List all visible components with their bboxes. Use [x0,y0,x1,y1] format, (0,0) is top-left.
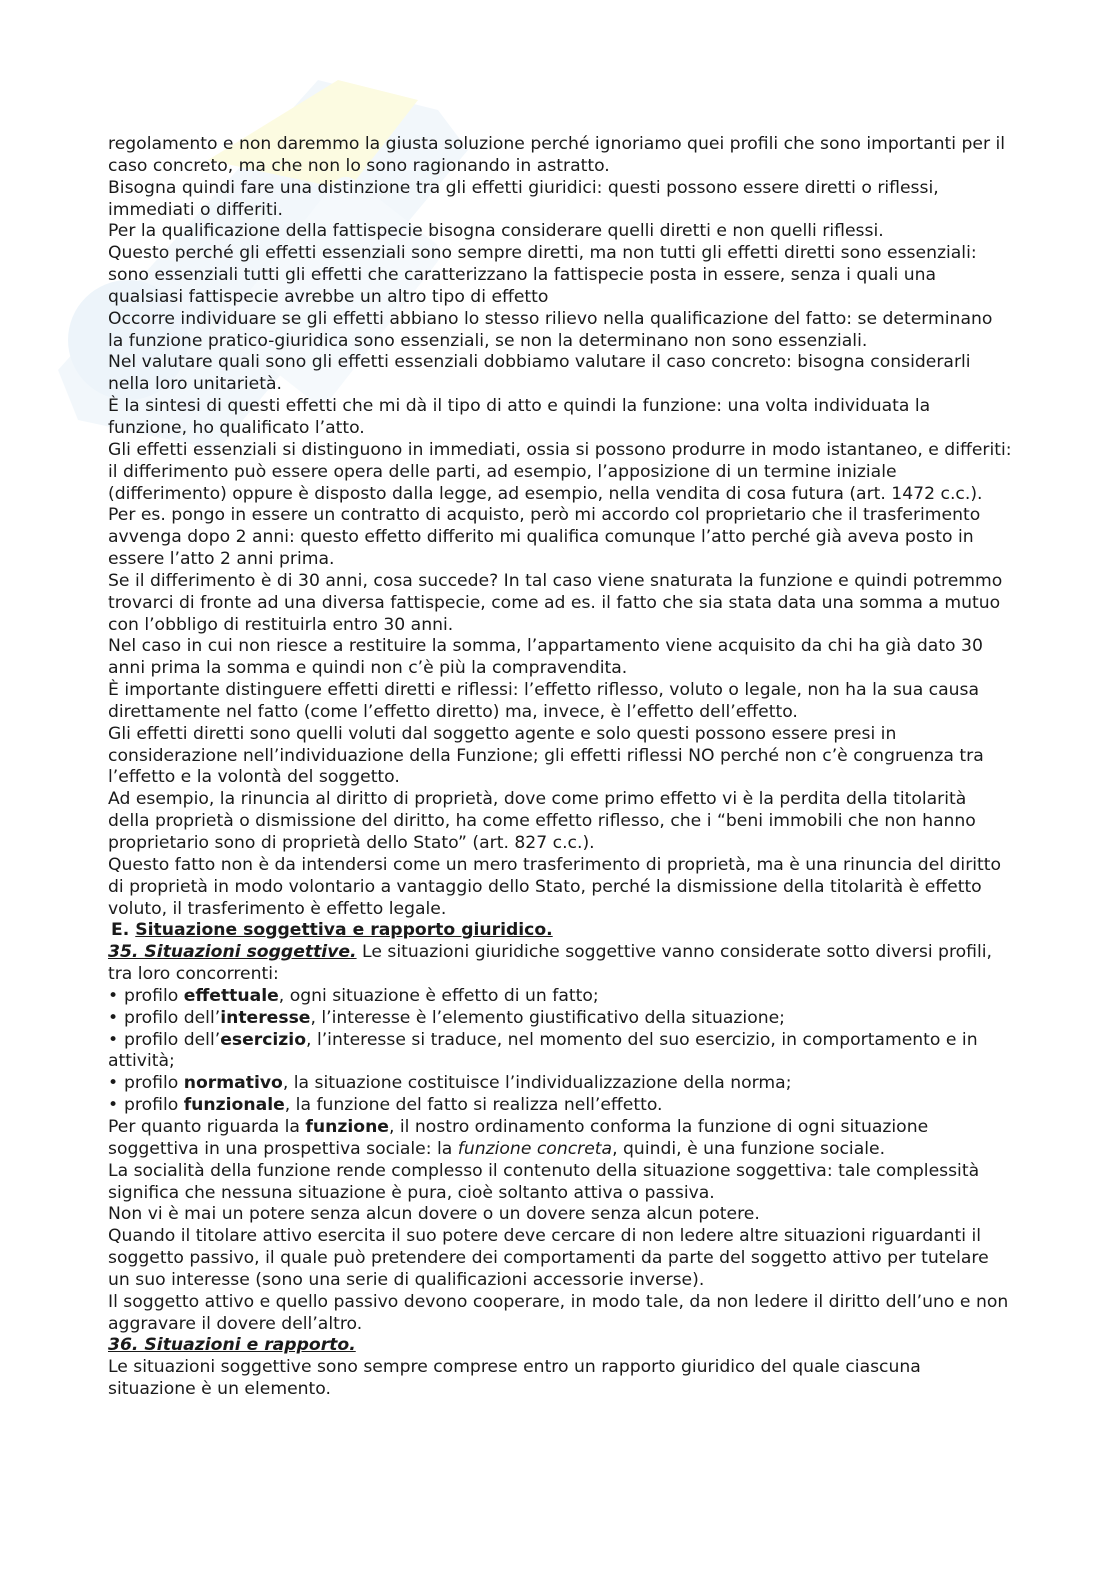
list-item-prefix: profilo [124,1095,184,1116]
bullet-icon: • [108,1073,119,1094]
paragraph: Non vi è mai un potere senza alcun dovere o un dovere senza alcun potere. [108,1204,760,1225]
list-item-text: , la situazione costituisce l’individualizzazione della norma; [282,1073,792,1094]
paragraph [108,942,1013,986]
paragraph: Gli effetti diretti sono quelli voluti dal soggetto agente e solo questi possono essere presi in considerazione nell’individuazione della Funzione; gli effetti riflessi NO perché non c’è congruenza tra l’effetto e la volontà del soggetto. [108,723,984,788]
paragraph [108,1117,1013,1161]
list-item-term: effettuale [183,985,279,1006]
paragraph: Bisogna quindi fare una distinzione tra gli effetti giuridici: questi possono essere diretti o riflessi, immediati o differiti. [108,177,939,220]
bold-term: funzione [305,1116,389,1137]
bullet-icon: • [108,985,119,1006]
paragraph: Nel caso in cui non riesce a restituire la somma, l’appartamento viene acquisito da chi ha già dato 30 anni prima la somma e quindi non c’è più la compravendita. [108,636,983,679]
document-body [108,134,1013,1401]
list-item-text: , l’interesse si traduce, nel momento del suo esercizio, in comportamento e in attività; [108,1029,978,1072]
paragraph: Per la qualificazione della fattispecie bisogna considerare quelli diretti e non quelli riflessi. [108,221,884,242]
text-run: Per quanto riguarda la [108,1116,306,1137]
list-item-prefix: profilo [124,985,184,1006]
paragraph: Per es. pongo in essere un contratto di acquisto, però mi accordo col proprietario che il trasferimento avvenga dopo 2 anni: questo effetto differito mi qualifica comunque l’atto perché già aveva posto in essere l’atto 2 anni prima. [108,505,981,570]
subsection-heading-36: 36. Situazioni e rapporto. [108,1335,356,1356]
list-item-term: normativo [183,1073,283,1094]
subsection-lead-text: Le situazioni giuridiche soggettive vanno considerate sotto diversi profili, tra loro concorrenti: [108,942,993,985]
bullet-icon: • [108,1029,119,1050]
paragraph [108,1335,1013,1357]
paragraph: Questo fatto non è da intendersi come un mero trasferimento di proprietà, ma è una rinuncia del diritto di proprietà in modo volontario a vantaggio dello Stato, perché la dismissione della titolarità è effetto voluto, il trasferimento è effetto legale. [108,854,1002,919]
paragraph: È importante distinguere effetti diretti e riflessi: l’effetto riflesso, voluto o legale, non ha la sua causa direttamente nel fatto (come l’effetto diretto) ma, invece, è l’effetto dell’effetto. [108,680,980,722]
paragraph: regolamento e non daremmo la giusta soluzione perché ignoriamo quei profili che sono importanti per il caso concreto, ma che non lo sono ragionando in astratto. [108,134,1006,176]
list-item-term: esercizio [220,1029,307,1050]
section-36 [108,1335,1013,1401]
list-item-text: , l’interesse è l’elemento giustificativo della situazione; [310,1007,785,1028]
list-item [108,1030,1013,1074]
paragraph: La socialità della funzione rende complesso il contenuto della situazione soggettiva: tale complessità significa che nessuna situazione è pura, cioè soltanto attiva o passiva. [108,1160,980,1203]
list-item [108,1008,1013,1030]
paragraph: Il soggetto attivo e quello passivo devono cooperare, in modo tale, da non ledere il diritto dell’uno e non aggravare il dovere dell’altro. [108,1291,1009,1334]
bullet-icon: • [108,1007,119,1028]
paragraph: Nel valutare quali sono gli effetti essenziali dobbiamo valutare il caso concreto: bisogna considerarli nella loro unitarietà. [108,352,971,395]
list-item-term: funzionale [183,1095,285,1116]
intro-section [108,134,1013,920]
list-item-text: , la funzione del fatto si realizza nell’effetto. [284,1095,663,1116]
section-heading-e [108,920,1013,942]
text-run: , il nostro ordinamento conforma la funzione di ogni situazione soggettiva in una prospettiva sociale: la [108,1116,929,1159]
text-run: , quindi, è una funzione sociale. [612,1138,886,1159]
paragraph: È la sintesi di questi effetti che mi dà il tipo di atto e quindi la funzione: una volta individuata la funzione, ho qualificato l’atto. [108,396,931,438]
list-item-term: interesse [220,1007,311,1028]
list-item [108,1095,1013,1117]
paragraph: Occorre individuare se gli effetti abbiano lo stesso rilievo nella qualificazione del fatto: se determinano la funzione pratico-giuridica sono essenziali, se non la determinano non sono essenziali. [108,308,993,351]
paragraph: Le situazioni soggettive sono sempre comprese entro un rapporto giuridico del quale ciascuna situazione è un elemento. [108,1357,921,1400]
list-item [108,1073,1013,1095]
list-item-prefix: profilo dell’ [124,1007,221,1028]
profile-list [108,986,1013,1117]
list-item-text: , ogni situazione è effetto di un fatto; [278,985,599,1006]
italic-term: funzione concreta [457,1138,613,1159]
paragraph: Se il differimento è di 30 anni, cosa succede? In tal caso viene snaturata la funzione e quindi potremmo trovarci di fronte ad una diversa fattispecie, come ad es. il fatto che sia stata data una somma a mutuo con l’obbligo di restituirla entro 30 anni. [108,570,1003,635]
paragraph: Questo perché gli effetti essenziali sono sempre diretti, ma non tutti gli effetti diretti sono essenziali: sono essenziali tutti gli effetti che caratterizzano la fattispecie posta in essere, senza i quali una qualsiasi fattispecie avrebbe un altro tipo di effetto [108,243,977,307]
section-title: Situazione soggettiva e rapporto giuridico. [135,920,553,941]
paragraph: Gli effetti essenziali si distinguono in immediati, ossia si possono produrre in modo istantaneo, e differiti: il differimento può essere opera delle parti, ad esempio, l’apposizione di un termine iniziale (differimento) oppure è disposto dalla legge, ad esempio, nella vendita di cosa futura (art. 1472 c.c.). [108,439,1012,504]
list-item-prefix: profilo dell’ [124,1029,221,1050]
bullet-icon: • [108,1095,119,1116]
paragraph: Quando il titolare attivo esercita il suo potere deve cercare di non ledere altre situazioni riguardanti il soggetto passivo, il quale può pretendere dei comportamenti da parte del soggetto attivo per tutelare un suo interesse (sono una serie di qualificazioni accessorie inverse). [108,1226,989,1290]
section-35 [108,942,1013,1335]
list-item-prefix: profilo [124,1073,184,1094]
section-letter: E. [111,920,130,941]
paragraph: Ad esempio, la rinuncia al diritto di proprietà, dove come primo effetto vi è la perdita della titolarità della proprietà o dismissione del diritto, ha come effetto riflesso, che i “beni immobili che non hanno proprietario sono di proprietà dello Stato” (art. 827 c.c.). [108,789,976,853]
list-item [108,986,1013,1008]
subsection-heading-35: 35. Situazioni soggettive. [108,942,357,963]
